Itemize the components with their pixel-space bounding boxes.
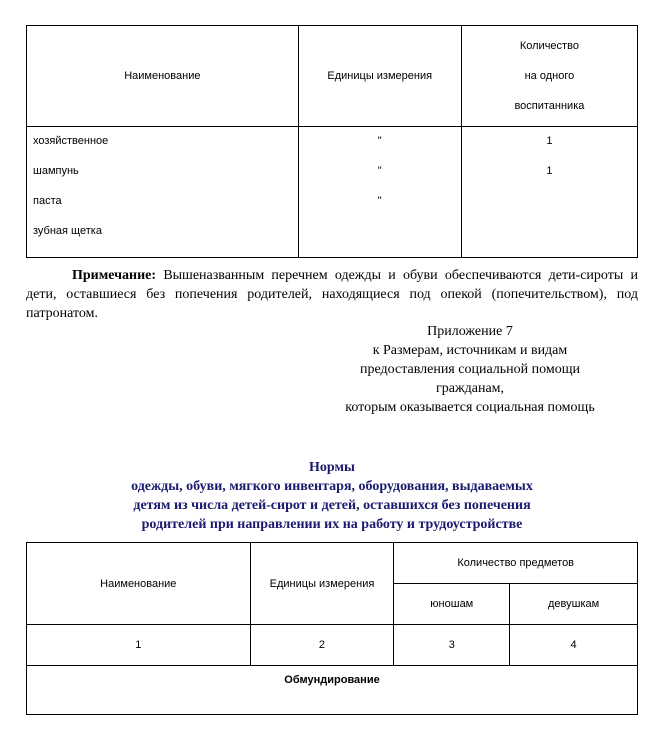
norms-title xyxy=(26,458,638,534)
norms-line: одежды, обуви, мягкого инвентаря, оборудования, выдаваемых xyxy=(131,479,533,494)
header-quantity-line: на одного xyxy=(524,70,575,82)
column-number: 2 xyxy=(250,625,394,666)
item-name: зубная щетка xyxy=(33,225,102,237)
column-number: 3 xyxy=(394,625,510,666)
header-girls: девушкам xyxy=(510,584,638,625)
item-unit: " xyxy=(377,195,382,207)
appendix-line: к Размерам, источникам и видам xyxy=(372,343,568,358)
norms-line: родителей при направлении их на работу и трудоустройстве xyxy=(141,517,523,532)
item-name: шампунь xyxy=(33,165,79,177)
appendix-line: гражданам, xyxy=(435,381,505,396)
item-name: хозяйственное xyxy=(33,135,109,147)
section-heading: Обмундирование xyxy=(27,666,638,715)
header-boys: юношам xyxy=(394,584,510,625)
appendix-line: предоставления социальной помощи xyxy=(359,362,580,377)
note-text: Вышеназванным перечнем одежды и обуви обеспечиваются дети-сироты и дети, оставшиеся без попечения родителей, находящиеся под опекой (попечительством), под патронатом. xyxy=(26,268,638,321)
column-number: 1 xyxy=(27,625,251,666)
item-name: паста xyxy=(33,195,62,207)
item-unit xyxy=(299,223,461,253)
appendix-line: которым оказывается социальная помощь xyxy=(345,400,595,415)
note-paragraph xyxy=(26,266,638,323)
header-quantity xyxy=(461,26,637,127)
item-quantity xyxy=(462,193,637,223)
column-number: 4 xyxy=(510,625,638,666)
header-quantity: Количество предметов xyxy=(394,543,638,584)
item-quantity xyxy=(462,223,637,253)
norms-line: Нормы xyxy=(309,460,355,475)
appendix-line: Приложение 7 xyxy=(427,324,513,339)
note-label: Примечание: xyxy=(72,268,157,283)
item-unit: " xyxy=(377,165,382,177)
header-unit: Единицы измерения xyxy=(298,26,461,127)
item-quantity: 1 xyxy=(546,135,553,147)
appendix-block xyxy=(290,322,650,417)
units-column xyxy=(298,127,461,258)
norms-line: детям из числа детей-сирот и детей, оставшихся без попечения xyxy=(133,498,531,513)
names-column xyxy=(27,127,299,258)
header-unit: Единицы измерения xyxy=(250,543,394,625)
items-table xyxy=(26,25,638,258)
header-quantity-line: воспитанника xyxy=(514,100,585,112)
header-name: Наименование xyxy=(27,543,251,625)
header-name: Наименование xyxy=(27,26,299,127)
item-unit: " xyxy=(377,135,382,147)
quantity-column xyxy=(461,127,637,258)
header-quantity-line: Количество xyxy=(519,40,579,52)
item-quantity: 1 xyxy=(546,165,553,177)
norms-table xyxy=(26,542,638,715)
